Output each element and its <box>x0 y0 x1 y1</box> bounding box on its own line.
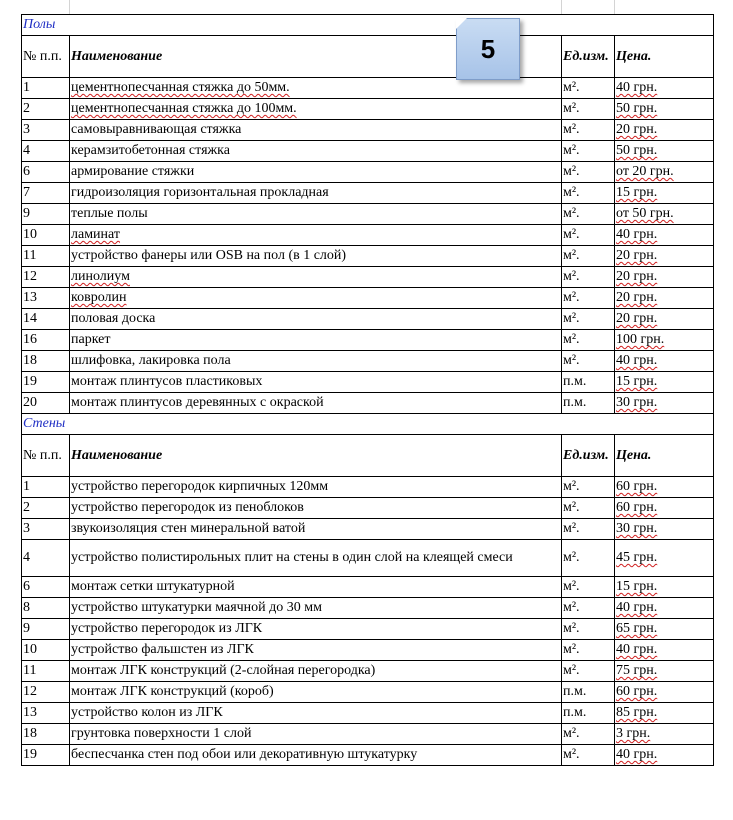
header-unit-text: Ед.изм. <box>563 447 609 463</box>
header-name-text: Наименование <box>71 48 163 64</box>
table-row <box>22 141 714 162</box>
row-unit-text: м². <box>563 332 580 347</box>
row-unit-text: м². <box>563 479 580 494</box>
row-unit <box>562 120 615 141</box>
row-unit-text: м². <box>563 579 580 594</box>
row-price <box>615 372 714 393</box>
header-price-text: Цена. <box>616 48 652 64</box>
row-unit-text: м². <box>563 269 580 284</box>
row-name <box>70 162 562 183</box>
row-number-text: 9 <box>23 621 30 636</box>
section-title-row <box>22 414 714 435</box>
header-unit-text: Ед.изм. <box>563 48 609 64</box>
row-price <box>615 577 714 598</box>
row-price-text: 60 грн. <box>616 479 658 494</box>
table-row <box>22 372 714 393</box>
table-row <box>22 703 714 724</box>
row-number-text: 2 <box>23 101 30 116</box>
row-price <box>615 477 714 498</box>
row-number <box>22 498 70 519</box>
row-name-text: устройство штукатурки маячной до 30 мм <box>71 600 323 615</box>
row-name-text: монтаж ЛГК конструкций (2-слойная перегородка) <box>71 663 376 678</box>
row-unit <box>562 183 615 204</box>
row-price-text: 40 грн. <box>616 80 658 95</box>
row-name <box>70 540 562 577</box>
table-row <box>22 661 714 682</box>
row-name <box>70 183 562 204</box>
row-price <box>615 162 714 183</box>
row-price-text: 50 грн. <box>616 101 658 116</box>
row-price-text: 30 грн. <box>616 395 658 410</box>
row-price-text: 40 грн. <box>616 227 658 242</box>
row-unit-text: м². <box>563 521 580 536</box>
row-unit-text: м². <box>563 80 580 95</box>
row-name-text: теплые полы <box>71 206 148 221</box>
row-price-text: от 50 грн. <box>616 206 674 221</box>
row-name <box>70 640 562 661</box>
row-name-text: гидроизоляция горизонтальная прокладная <box>71 185 329 200</box>
row-price <box>615 246 714 267</box>
row-price-text: 15 грн. <box>616 374 658 389</box>
row-number <box>22 724 70 745</box>
row-number <box>22 162 70 183</box>
row-unit-text: п.м. <box>563 374 587 389</box>
row-price <box>615 682 714 703</box>
table-row <box>22 682 714 703</box>
row-number-text: 9 <box>23 206 30 221</box>
row-price-text: 100 грн. <box>616 332 665 347</box>
table-row <box>22 745 714 766</box>
row-name-text: керамзитобетонная стяжка <box>71 143 230 158</box>
row-unit <box>562 393 615 414</box>
row-name-text: устройство перегородок кирпичных 120мм <box>71 479 329 494</box>
section-title <box>22 414 714 435</box>
row-number-text: 10 <box>23 227 37 242</box>
row-unit <box>562 477 615 498</box>
row-name-text: звукоизоляция стен минеральной ватой <box>71 521 306 536</box>
row-number <box>22 577 70 598</box>
table-row <box>22 246 714 267</box>
row-number-text: 12 <box>23 684 37 699</box>
row-name <box>70 519 562 540</box>
section-title-row <box>22 15 714 36</box>
header-price <box>615 36 714 78</box>
row-number-text: 16 <box>23 332 37 347</box>
table-row <box>22 78 714 99</box>
row-name <box>70 99 562 120</box>
row-number <box>22 661 70 682</box>
row-number <box>22 288 70 309</box>
table-row <box>22 724 714 745</box>
row-unit-text: м². <box>563 747 580 762</box>
header-name-text: Наименование <box>71 447 163 463</box>
row-unit-text: м². <box>563 143 580 158</box>
row-unit-text: м². <box>563 206 580 221</box>
header-number <box>22 36 70 78</box>
row-number <box>22 330 70 351</box>
row-unit-text: м². <box>563 642 580 657</box>
row-number <box>22 183 70 204</box>
row-number-text: 2 <box>23 500 30 515</box>
row-price <box>615 745 714 766</box>
row-name <box>70 288 562 309</box>
row-price <box>615 619 714 640</box>
row-number-text: 19 <box>23 374 37 389</box>
row-number-text: 18 <box>23 726 37 741</box>
row-price <box>615 393 714 414</box>
table-row <box>22 498 714 519</box>
row-number-text: 11 <box>23 248 37 263</box>
row-unit-text: м². <box>563 663 580 678</box>
row-unit-text: м². <box>563 122 580 137</box>
row-unit-text: м². <box>563 353 580 368</box>
row-number <box>22 267 70 288</box>
row-name-text: армирование стяжки <box>71 164 195 179</box>
row-price-text: 40 грн. <box>616 353 658 368</box>
row-number <box>22 204 70 225</box>
row-unit-text: м². <box>563 311 580 326</box>
table-row <box>22 330 714 351</box>
row-unit-text: м². <box>563 227 580 242</box>
row-unit <box>562 78 615 99</box>
table-row <box>22 267 714 288</box>
row-unit <box>562 225 615 246</box>
row-price <box>615 120 714 141</box>
table-row <box>22 393 714 414</box>
row-number <box>22 120 70 141</box>
row-unit-text: м². <box>563 726 580 741</box>
price-table-body <box>22 15 714 766</box>
table-row <box>22 351 714 372</box>
row-name-text: монтаж ЛГК конструкций (короб) <box>71 684 274 699</box>
row-price <box>615 141 714 162</box>
row-price <box>615 99 714 120</box>
header-name <box>70 435 562 477</box>
row-name-text: грунтовка поверхности 1 слой <box>71 726 252 741</box>
row-unit <box>562 519 615 540</box>
row-price-text: 20 грн. <box>616 248 658 263</box>
table-row <box>22 540 714 577</box>
row-number-text: 1 <box>23 80 30 95</box>
header-price <box>615 435 714 477</box>
row-number <box>22 640 70 661</box>
row-name-text: ламинат <box>71 227 121 242</box>
row-number-text: 19 <box>23 747 37 762</box>
row-number <box>22 745 70 766</box>
row-name-text: монтаж плинтусов пластиковых <box>71 374 263 389</box>
row-unit <box>562 682 615 703</box>
row-name <box>70 204 562 225</box>
row-number-text: 13 <box>23 705 37 720</box>
row-name <box>70 372 562 393</box>
row-name <box>70 477 562 498</box>
row-price-text: 20 грн. <box>616 269 658 284</box>
table-row <box>22 598 714 619</box>
row-price <box>615 661 714 682</box>
row-unit <box>562 745 615 766</box>
row-name-text: устройство фальшстен из ЛГК <box>71 642 254 657</box>
row-name <box>70 78 562 99</box>
row-name-text: ковролин <box>71 290 127 305</box>
row-price-text: 50 грн. <box>616 143 658 158</box>
grid-line <box>614 0 615 15</box>
row-price <box>615 309 714 330</box>
row-name-text: шлифовка, лакировка пола <box>71 353 231 368</box>
row-name <box>70 351 562 372</box>
row-name-text: паркет <box>71 332 111 347</box>
row-number <box>22 309 70 330</box>
row-price-text: 85 грн. <box>616 705 658 720</box>
row-price <box>615 267 714 288</box>
row-name <box>70 120 562 141</box>
table-header-row <box>22 36 714 78</box>
row-price <box>615 724 714 745</box>
row-name <box>70 393 562 414</box>
row-price-text: 30 грн. <box>616 521 658 536</box>
row-price-text: 40 грн. <box>616 600 658 615</box>
row-name-text: монтаж сетки штукатурной <box>71 579 235 594</box>
row-number-text: 4 <box>23 143 30 158</box>
row-number-text: 8 <box>23 600 30 615</box>
header-unit <box>562 435 615 477</box>
row-unit <box>562 498 615 519</box>
row-number <box>22 351 70 372</box>
row-name <box>70 141 562 162</box>
page-number-badge: 5 <box>456 18 520 80</box>
row-price-text: 3 грн. <box>616 726 651 741</box>
table-row <box>22 477 714 498</box>
table-header-row <box>22 435 714 477</box>
row-price-text: 65 грн. <box>616 621 658 636</box>
row-price <box>615 540 714 577</box>
row-number <box>22 540 70 577</box>
row-number <box>22 246 70 267</box>
row-name <box>70 225 562 246</box>
row-number-text: 1 <box>23 479 30 494</box>
row-number <box>22 393 70 414</box>
row-name-text: монтаж плинтусов деревянных с окраской <box>71 395 324 410</box>
row-unit <box>562 246 615 267</box>
row-price-text: 40 грн. <box>616 642 658 657</box>
table-row <box>22 309 714 330</box>
table-row <box>22 225 714 246</box>
row-unit <box>562 141 615 162</box>
row-number-text: 3 <box>23 521 30 536</box>
row-number <box>22 519 70 540</box>
row-name <box>70 682 562 703</box>
row-unit <box>562 703 615 724</box>
row-unit <box>562 267 615 288</box>
row-unit <box>562 351 615 372</box>
row-number-text: 20 <box>23 395 37 410</box>
row-number-text: 7 <box>23 185 30 200</box>
row-unit <box>562 661 615 682</box>
row-name <box>70 309 562 330</box>
row-price <box>615 183 714 204</box>
row-unit-text: м². <box>563 500 580 515</box>
row-unit-text: п.м. <box>563 395 587 410</box>
row-name-text: цементнопесчанная стяжка до 100мм. <box>71 101 297 116</box>
row-unit <box>562 372 615 393</box>
row-number <box>22 598 70 619</box>
row-price-text: 40 грн. <box>616 747 658 762</box>
row-number-text: 4 <box>23 550 30 565</box>
row-unit <box>562 162 615 183</box>
row-unit-text: м². <box>563 164 580 179</box>
row-name-text: линолиум <box>71 269 130 284</box>
table-row <box>22 99 714 120</box>
row-unit-text: м². <box>563 600 580 615</box>
row-unit-text: м². <box>563 550 580 565</box>
row-number-text: 3 <box>23 122 30 137</box>
row-name-text: беспесчанка стен под обои или декоративную штукатурку <box>71 747 418 762</box>
row-price <box>615 703 714 724</box>
row-unit-text: м². <box>563 101 580 116</box>
row-price <box>615 330 714 351</box>
row-price <box>615 204 714 225</box>
row-number <box>22 682 70 703</box>
row-price <box>615 351 714 372</box>
row-price-text: 60 грн. <box>616 500 658 515</box>
row-number <box>22 372 70 393</box>
row-price-text: 20 грн. <box>616 290 658 305</box>
row-unit <box>562 540 615 577</box>
row-name <box>70 661 562 682</box>
row-unit <box>562 204 615 225</box>
header-number <box>22 435 70 477</box>
row-number-text: 14 <box>23 311 37 326</box>
row-name-text: устройство перегородок из ЛГК <box>71 621 263 636</box>
row-number-text: 18 <box>23 353 37 368</box>
row-unit <box>562 640 615 661</box>
row-number <box>22 225 70 246</box>
row-number-text: 12 <box>23 269 37 284</box>
row-name <box>70 703 562 724</box>
row-unit-text: м². <box>563 185 580 200</box>
section-title <box>22 15 714 36</box>
row-name-text: устройство полистирольных плит на стены в один слой на клеящей смеси <box>71 550 513 565</box>
header-number-text: № п.п. <box>23 49 62 64</box>
section-title-text: Полы <box>23 17 56 32</box>
header-number-text: № п.п. <box>23 448 62 463</box>
row-name <box>70 724 562 745</box>
row-name <box>70 267 562 288</box>
row-name <box>70 619 562 640</box>
row-number <box>22 78 70 99</box>
row-name-text: цементнопесчанная стяжка до 50мм. <box>71 80 290 95</box>
row-name-text: устройство перегородок из пеноблоков <box>71 500 304 515</box>
row-unit <box>562 724 615 745</box>
table-row <box>22 162 714 183</box>
grid-line <box>69 0 70 15</box>
row-unit <box>562 619 615 640</box>
row-price-text: от 20 грн. <box>616 164 674 179</box>
grid-line <box>561 0 562 15</box>
row-number-text: 6 <box>23 164 30 179</box>
row-name-text: половая доска <box>71 311 156 326</box>
row-price-text: 20 грн. <box>616 311 658 326</box>
row-price <box>615 598 714 619</box>
row-unit-text: п.м. <box>563 705 587 720</box>
row-number <box>22 141 70 162</box>
row-name <box>70 246 562 267</box>
row-name <box>70 330 562 351</box>
row-unit-text: м². <box>563 621 580 636</box>
row-price-text: 75 грн. <box>616 663 658 678</box>
table-row <box>22 519 714 540</box>
row-name <box>70 498 562 519</box>
row-name <box>70 577 562 598</box>
row-price <box>615 640 714 661</box>
row-name-text: самовыравнивающая стяжка <box>71 122 242 137</box>
row-price <box>615 288 714 309</box>
row-unit-text: п.м. <box>563 684 587 699</box>
row-price <box>615 498 714 519</box>
table-row <box>22 577 714 598</box>
row-unit <box>562 577 615 598</box>
row-number <box>22 619 70 640</box>
row-number <box>22 477 70 498</box>
price-table <box>21 14 714 766</box>
row-name-text: устройство колон из ЛГК <box>71 705 223 720</box>
row-price-text: 15 грн. <box>616 579 658 594</box>
row-number-text: 10 <box>23 642 37 657</box>
row-number <box>22 99 70 120</box>
row-price <box>615 519 714 540</box>
row-unit <box>562 288 615 309</box>
header-unit <box>562 36 615 78</box>
table-row <box>22 120 714 141</box>
row-price <box>615 225 714 246</box>
row-name-text: устройство фанеры или OSB на пол (в 1 слой) <box>71 248 347 263</box>
row-unit-text: м². <box>563 248 580 263</box>
row-unit <box>562 330 615 351</box>
table-row <box>22 183 714 204</box>
row-name <box>70 598 562 619</box>
row-unit <box>562 598 615 619</box>
row-number-text: 13 <box>23 290 37 305</box>
row-unit <box>562 99 615 120</box>
row-number-text: 6 <box>23 579 30 594</box>
table-row <box>22 619 714 640</box>
row-price-text: 20 грн. <box>616 122 658 137</box>
row-unit <box>562 309 615 330</box>
table-row <box>22 204 714 225</box>
row-unit-text: м². <box>563 290 580 305</box>
header-price-text: Цена. <box>616 447 652 463</box>
row-price-text: 60 грн. <box>616 684 658 699</box>
section-title-text: Стены <box>23 416 66 431</box>
row-name <box>70 745 562 766</box>
row-price <box>615 78 714 99</box>
row-price-text: 15 грн. <box>616 185 658 200</box>
table-row <box>22 288 714 309</box>
row-number <box>22 703 70 724</box>
table-row <box>22 640 714 661</box>
row-number-text: 11 <box>23 663 37 678</box>
row-price-text: 45 грн. <box>616 550 658 565</box>
